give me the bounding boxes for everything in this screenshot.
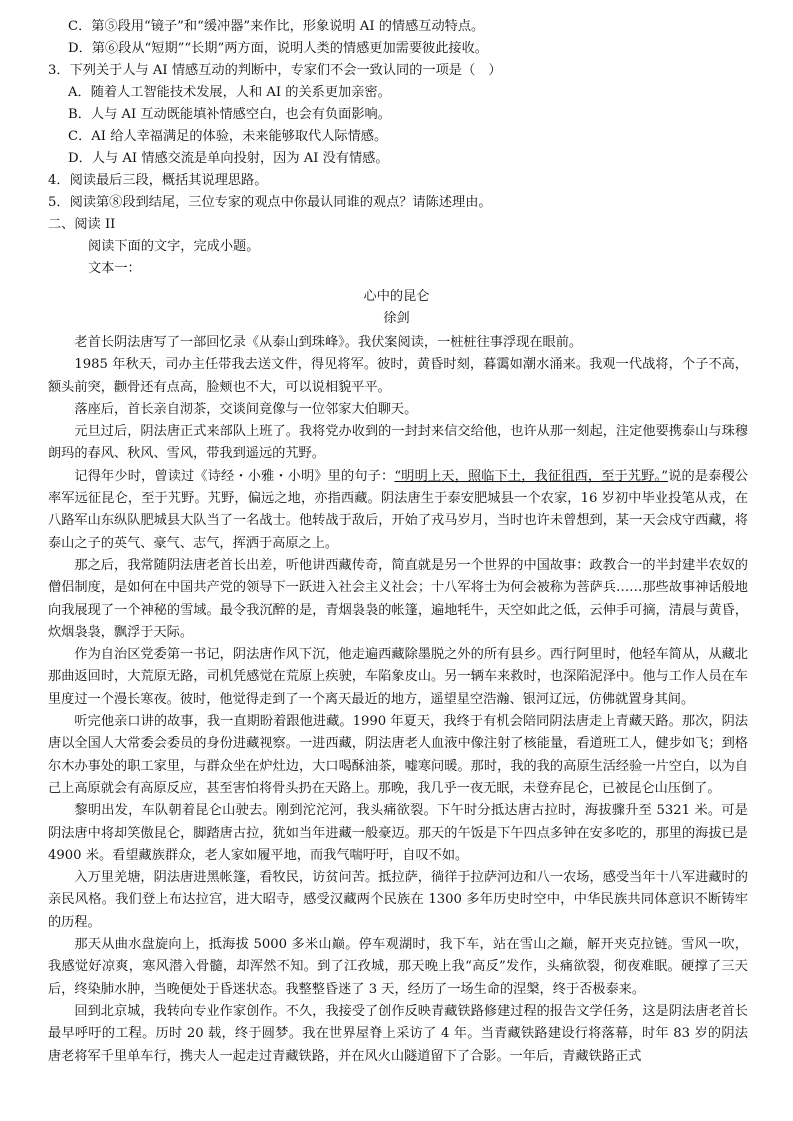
paragraph: 1985 年秋天，司办主任带我去送文件，得见将军。彼时，黄昏时刻，暮霭如潮水涌来。我观一代战将，个子不高，额头前突，颧骨还有点高，脸颊也不大，可以说相貌平平。 <box>48 357 748 395</box>
q3-option-a: A．随着人工智能技术发展，人和 AI 的关系更加亲密。 <box>68 85 391 100</box>
paragraph: 黎明出发，车队朝着昆仑山驶去。刚到沱沱河，我头痛欲裂。下午时分抵达唐古拉时，海拔骤升至 5321 米。可是阴法唐中将却笑傲昆仑，脚踏唐古拉，犹如当年进藏一般豪迈。那天的午饭是下午四点多钟在安多吃的，那里的海拔已是 4900 米。看望藏族群众，老人家如履平地，而我气喘吁吁，自叹不如。 <box>48 803 748 863</box>
paragraph: 回到北京城，我转向专业作家创作。不久，我接受了创作反映青藏铁路修建过程的报告文学任务，这是阴法唐老首长最早呼吁的工程。历时 20 载，终于圆梦。我在世界屋脊上采访了 4 年。当青藏铁路建设行将落幕，时年 83 岁的阴法唐老将军千里单车行，携夫人一起走过青藏铁路，并在风火山隧道留下了合影。一年后，青藏铁路正式 <box>48 1003 748 1064</box>
poem-after: 说的是泰稷公率军远征昆仑，至于艽野。艽野，偏远之地，亦指西藏。阴法唐生于泰安肥城县一个农家，16 岁初中毕业投笔从戎，在八路军山东纵队肥城县大队当了一名战士。他转战于敌后，开始了戎马岁月，当时也许未曾想到，某一天会戍守西藏，将泰山之子的英气、豪气、志气，挥洒于高原之上。 <box>48 468 749 551</box>
poem-intro: 记得年少时，曾读过《诗经・小雅・小明》里的句子： <box>74 468 395 484</box>
q5: 5．阅读第⑧段到结尾，三位专家的观点中你最认同谁的观点？请陈述理由。 <box>48 195 492 210</box>
paragraph: 元旦过后，阴法唐正式来部队上班了。我将党办收到的一封封来信交给他，也许从那一刻起，注定他要携泰山与珠穆朗玛的春风、秋风、雪风，带我到遥远的艽野。 <box>48 424 748 462</box>
section-instruction: 阅读下面的文字，完成小题。 <box>88 239 260 254</box>
q3-option-b: B．人与 AI 互动既能填补情感空白，也会有负面影响。 <box>68 107 391 122</box>
poem-quote: “明明上天，照临下土，我征徂西，至于艽野。” <box>394 468 669 484</box>
paragraph: 那天从曲水盘旋向上，抵海拔 5000 多米山巅。停车观湖时，我下车，站在雪山之巅，解开夹克拉链。雪风一吹，我感觉好凉爽，寒风潜入骨髓，却浑然不知。到了江孜城，那天晚上我“高反”发作，头痛欲裂，彻夜难眠。硬撑了三天后，终染肺水肿，当晚便处于昏迷状态。我整整昏迷了 3 天，经历了一场生命的涅槃，终于否极泰来。 <box>48 937 748 997</box>
paragraph: 那之后，我常随阴法唐老首长出差，听他讲西藏传奇，简直就是另一个世界的中国故事：政教合一的半封建半农奴的僧侣制度，是如何在中国共产党的领导下一跃进入社会主义社会；十八军将士为何会被称为菩萨兵……那些故事神话般地向我展现了一个神秘的雪域。最令我沉醉的是，青烟袅袅的帐篷，遍地牦牛，天空如此之低，云伸手可摘，清晨与黄昏，炊烟袅袅，飘浮于天际。 <box>48 557 748 640</box>
q2-option-d: D．第⑥段从“短期”“长期”两方面，说明人类的情感更加需要彼此接收。 <box>68 41 488 56</box>
article-title: 心中的昆仑 <box>363 289 430 304</box>
q4: 4．阅读最后三段，概括其说理思路。 <box>48 173 268 188</box>
q3-option-d: D．人与 AI 情感交流是单向投射，因为 AI 没有情感。 <box>68 151 389 166</box>
text-label: 文本一： <box>88 261 141 276</box>
q2-option-c: C．第⑤段用“镜子”和“缓冲器”来作比，形象说明 AI 的情感互动特点。 <box>68 19 485 34</box>
article-body <box>48 332 748 1068</box>
paragraph: 听完他亲口讲的故事，我一直期盼着跟他进藏。1990 年夏天，我终于有机会陪同阴法唐走上青藏天路。那次，阴法唐以全国人大常委会委员的身份进藏视察。一进西藏，阴法唐老人血液中像注射了核能量，看道班工人，健步如飞；到格尔木办事处的职工家里，与群众坐在炉灶边，大口喝酥油茶，嘘寒问暖。那时，我的我的高原生活经验一片空白，以为自己上高原就会有高原反应，甚至害怕将骨头扔在天路上。那晚，我几乎一夜无眠，未登弃昆仑，已被昆仑山压倒了。 <box>48 714 748 796</box>
paragraph: 落座后，首长亲自沏茶，交谈间竟像与一位邻家大伯聊天。 <box>74 401 418 417</box>
paragraph: 老首长阴法唐写了一部回忆录《从泰山到珠峰》。我伏案阅读，一桩桩往事浮现在眼前。 <box>74 335 583 350</box>
q3-stem: 3．下列关于人与 AI 情感互动的判断中，专家们不会一致认同的一项是（ ） <box>48 63 502 78</box>
section-heading: 二、阅读 II <box>48 217 116 232</box>
paragraph-poem <box>48 466 748 555</box>
q3-option-c: C．AI 给人幸福满足的体验，未来能够取代人际情感。 <box>68 129 388 144</box>
article-author: 徐剑 <box>383 311 410 326</box>
paragraph: 作为自治区党委第一书记，阴法唐作风下沉，他走遍西藏除墨脱之外的所有县乡。西行阿里时，他轻车简从，从藏北那曲返回时，大荒原无路，司机凭感觉在荒原上疾驶，车陷象皮山。另一辆车来救时，也深陷泥泽中。他与工作人员在车里度过一个漫长寒夜。彼时，他觉得走到了一个离天最近的地方，遥望星空浩瀚、银河辽远，仿佛就置身其间。 <box>48 647 748 707</box>
paragraph: 入万里羌塘，阴法唐进黑帐篷，看牧民，访贫问苦。抵拉萨，徜徉于拉萨河边和八一农场，感受当年十八军进藏时的亲民风格。我们登上布达拉宫，进大昭寺，感受汉藏两个民族在 1300 多年历史时空中，中华民族共同体意识不断铸牢的历程。 <box>48 870 748 930</box>
